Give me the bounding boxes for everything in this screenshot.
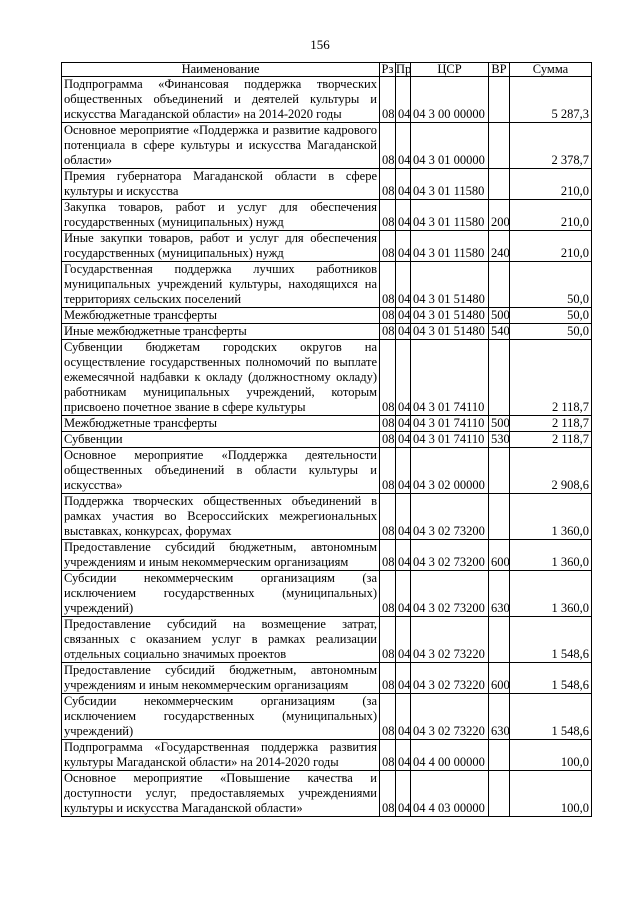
sum-cell: 2 118,7 bbox=[510, 416, 592, 432]
header-rz: Рз bbox=[380, 63, 396, 77]
header-csr: ЦСР bbox=[411, 63, 489, 77]
pr-cell: 04 bbox=[396, 432, 411, 448]
vr-cell bbox=[489, 740, 510, 771]
rz-cell: 08 bbox=[380, 262, 396, 308]
rz-cell: 08 bbox=[380, 571, 396, 617]
pr-cell: 04 bbox=[396, 416, 411, 432]
name-cell: Основное мероприятие «Поддержка деятельности общественных объединений в области культуры и искусства» bbox=[62, 448, 380, 494]
table-row bbox=[62, 540, 592, 571]
rz-cell: 08 bbox=[380, 231, 396, 262]
rz-cell: 08 bbox=[380, 308, 396, 324]
rz-cell: 08 bbox=[380, 340, 396, 416]
vr-cell: 200 bbox=[489, 200, 510, 231]
sum-cell: 1 548,6 bbox=[510, 617, 592, 663]
header-name: Наименование bbox=[62, 63, 380, 77]
rz-cell: 08 bbox=[380, 200, 396, 231]
table-row bbox=[62, 340, 592, 416]
name-cell: Межбюджетные трансферты bbox=[62, 308, 380, 324]
table-row bbox=[62, 200, 592, 231]
table-row bbox=[62, 77, 592, 123]
name-cell: Основное мероприятие «Повышение качества и доступности услуг, предоставляемых учреждениями культуры и искусства Магаданской области» bbox=[62, 771, 380, 817]
vr-cell bbox=[489, 448, 510, 494]
sum-cell: 100,0 bbox=[510, 740, 592, 771]
name-cell: Субвенции bbox=[62, 432, 380, 448]
rz-cell: 08 bbox=[380, 169, 396, 200]
pr-cell: 04 bbox=[396, 771, 411, 817]
table-row bbox=[62, 231, 592, 262]
name-cell: Премия губернатора Магаданской области в сфере культуры и искусства bbox=[62, 169, 380, 200]
budget-table bbox=[61, 62, 592, 817]
name-cell: Межбюджетные трансферты bbox=[62, 416, 380, 432]
vr-cell bbox=[489, 340, 510, 416]
vr-cell bbox=[489, 123, 510, 169]
table-row bbox=[62, 494, 592, 540]
rz-cell: 08 bbox=[380, 663, 396, 694]
table-row bbox=[62, 308, 592, 324]
header-vr: ВР bbox=[489, 63, 510, 77]
name-cell: Поддержка творческих общественных объединений в рамках участия во Всероссийских межрегиональных выставках, конкурсах, форумах bbox=[62, 494, 380, 540]
vr-cell: 530 bbox=[489, 432, 510, 448]
header-row bbox=[62, 63, 592, 77]
csr-cell: 04 3 02 73200 bbox=[411, 571, 489, 617]
rz-cell: 08 bbox=[380, 432, 396, 448]
name-cell: Государственная поддержка лучших работников муниципальных учреждений культуры, находящихся на территориях сельских поселений bbox=[62, 262, 380, 308]
rz-cell: 08 bbox=[380, 494, 396, 540]
name-cell: Основное мероприятие «Поддержка и развитие кадрового потенциала в сфере культуры и искусства Магаданской области» bbox=[62, 123, 380, 169]
pr-cell: 04 bbox=[396, 231, 411, 262]
table-row bbox=[62, 448, 592, 494]
table-row bbox=[62, 416, 592, 432]
vr-cell bbox=[489, 262, 510, 308]
vr-cell: 600 bbox=[489, 540, 510, 571]
vr-cell bbox=[489, 169, 510, 200]
vr-cell: 630 bbox=[489, 571, 510, 617]
sum-cell: 210,0 bbox=[510, 231, 592, 262]
vr-cell: 500 bbox=[489, 308, 510, 324]
table-row bbox=[62, 169, 592, 200]
rz-cell: 08 bbox=[380, 771, 396, 817]
pr-cell: 04 bbox=[396, 448, 411, 494]
sum-cell: 2 118,7 bbox=[510, 340, 592, 416]
pr-cell: 04 bbox=[396, 494, 411, 540]
pr-cell: 04 bbox=[396, 340, 411, 416]
sum-cell: 50,0 bbox=[510, 262, 592, 308]
vr-cell: 500 bbox=[489, 416, 510, 432]
name-cell: Предоставление субсидий на возмещение затрат, связанных с оказанием услуг в рамках реализации отдельных социально значимых проектов bbox=[62, 617, 380, 663]
sum-cell: 2 908,6 bbox=[510, 448, 592, 494]
csr-cell: 04 3 01 74110 bbox=[411, 340, 489, 416]
rz-cell: 08 bbox=[380, 123, 396, 169]
name-cell: Подпрограмма «Финансовая поддержка творческих общественных объединений и деятелей культуры и искусства Магаданской области» на 2014-2020 годы bbox=[62, 77, 380, 123]
name-cell: Субвенции бюджетам городских округов на осуществление государственных полномочий по выплате ежемесячной надбавки к окладу (должностному окладу) работникам муниципальных учреждений, которым присвоено почетное звание в сфере культуры bbox=[62, 340, 380, 416]
table-body bbox=[62, 77, 592, 817]
csr-cell: 04 3 01 11580 bbox=[411, 169, 489, 200]
name-cell: Закупка товаров, работ и услуг для обеспечения государственных (муниципальных) нужд bbox=[62, 200, 380, 231]
csr-cell: 04 3 02 73220 bbox=[411, 663, 489, 694]
table-header bbox=[62, 63, 592, 77]
csr-cell: 04 3 01 51480 bbox=[411, 308, 489, 324]
sum-cell: 5 287,3 bbox=[510, 77, 592, 123]
pr-cell: 04 bbox=[396, 308, 411, 324]
rz-cell: 08 bbox=[380, 694, 396, 740]
page-number: 156 bbox=[310, 37, 330, 52]
pr-cell: 04 bbox=[396, 77, 411, 123]
name-cell: Подпрограмма «Государственная поддержка развития культуры Магаданской области» на 2014-2020 годы bbox=[62, 740, 380, 771]
table-row bbox=[62, 694, 592, 740]
pr-cell: 04 bbox=[396, 540, 411, 571]
rz-cell: 08 bbox=[380, 617, 396, 663]
sum-cell: 1 360,0 bbox=[510, 494, 592, 540]
csr-cell: 04 4 00 00000 bbox=[411, 740, 489, 771]
table-row bbox=[62, 771, 592, 817]
vr-cell bbox=[489, 617, 510, 663]
rz-cell: 08 bbox=[380, 416, 396, 432]
name-cell: Субсидии некоммерческим организациям (за исключением государственных (муниципальных) учреждений) bbox=[62, 571, 380, 617]
csr-cell: 04 3 02 73200 bbox=[411, 540, 489, 571]
pr-cell: 04 bbox=[396, 200, 411, 231]
table-row bbox=[62, 432, 592, 448]
pr-cell: 04 bbox=[396, 740, 411, 771]
rz-cell: 08 bbox=[380, 448, 396, 494]
rz-cell: 08 bbox=[380, 740, 396, 771]
pr-cell: 04 bbox=[396, 123, 411, 169]
sum-cell: 1 360,0 bbox=[510, 571, 592, 617]
sum-cell: 2 118,7 bbox=[510, 432, 592, 448]
table-row bbox=[62, 663, 592, 694]
csr-cell: 04 3 02 73220 bbox=[411, 617, 489, 663]
sum-cell: 210,0 bbox=[510, 169, 592, 200]
vr-cell bbox=[489, 77, 510, 123]
vr-cell: 540 bbox=[489, 324, 510, 340]
sum-cell: 50,0 bbox=[510, 308, 592, 324]
pr-cell: 04 bbox=[396, 663, 411, 694]
csr-cell: 04 3 01 00000 bbox=[411, 123, 489, 169]
table-row bbox=[62, 324, 592, 340]
rz-cell: 08 bbox=[380, 540, 396, 571]
table-row bbox=[62, 740, 592, 771]
vr-cell: 240 bbox=[489, 231, 510, 262]
sum-cell: 100,0 bbox=[510, 771, 592, 817]
table-row bbox=[62, 571, 592, 617]
pr-cell: 04 bbox=[396, 324, 411, 340]
vr-cell: 600 bbox=[489, 663, 510, 694]
csr-cell: 04 3 01 51480 bbox=[411, 324, 489, 340]
csr-cell: 04 3 02 00000 bbox=[411, 448, 489, 494]
pr-cell: 04 bbox=[396, 169, 411, 200]
vr-cell: 630 bbox=[489, 694, 510, 740]
csr-cell: 04 4 03 00000 bbox=[411, 771, 489, 817]
name-cell: Иные межбюджетные трансферты bbox=[62, 324, 380, 340]
rz-cell: 08 bbox=[380, 77, 396, 123]
sum-cell: 2 378,7 bbox=[510, 123, 592, 169]
sum-cell: 1 548,6 bbox=[510, 694, 592, 740]
csr-cell: 04 3 02 73220 bbox=[411, 694, 489, 740]
table-row bbox=[62, 617, 592, 663]
header-pr: Пр bbox=[396, 62, 412, 76]
pr-cell: 04 bbox=[396, 694, 411, 740]
rz-cell: 08 bbox=[380, 324, 396, 340]
name-cell: Предоставление субсидий бюджетным, автономным учреждениям и иным некоммерческим организациям bbox=[62, 540, 380, 571]
name-cell: Предоставление субсидий бюджетным, автономным учреждениям и иным некоммерческим организациям bbox=[62, 663, 380, 694]
table-row bbox=[62, 123, 592, 169]
name-cell: Иные закупки товаров, работ и услуг для обеспечения государственных (муниципальных) нужд bbox=[62, 231, 380, 262]
csr-cell: 04 3 01 74110 bbox=[411, 416, 489, 432]
sum-cell: 50,0 bbox=[510, 324, 592, 340]
vr-cell bbox=[489, 494, 510, 540]
sum-cell: 1 360,0 bbox=[510, 540, 592, 571]
vr-cell bbox=[489, 771, 510, 817]
csr-cell: 04 3 01 74110 bbox=[411, 432, 489, 448]
pr-cell: 04 bbox=[396, 571, 411, 617]
csr-cell: 04 3 02 73200 bbox=[411, 494, 489, 540]
sum-cell: 210,0 bbox=[510, 200, 592, 231]
csr-cell: 04 3 01 51480 bbox=[411, 262, 489, 308]
csr-cell: 04 3 01 11580 bbox=[411, 231, 489, 262]
header-sum: Сумма bbox=[510, 63, 592, 77]
csr-cell: 04 3 01 11580 bbox=[411, 200, 489, 231]
csr-cell: 04 3 00 00000 bbox=[411, 77, 489, 123]
name-cell: Субсидии некоммерческим организациям (за исключением государственных (муниципальных) учреждений) bbox=[62, 694, 380, 740]
sum-cell: 1 548,6 bbox=[510, 663, 592, 694]
pr-cell: 04 bbox=[396, 617, 411, 663]
table-row bbox=[62, 262, 592, 308]
pr-cell: 04 bbox=[396, 262, 411, 308]
